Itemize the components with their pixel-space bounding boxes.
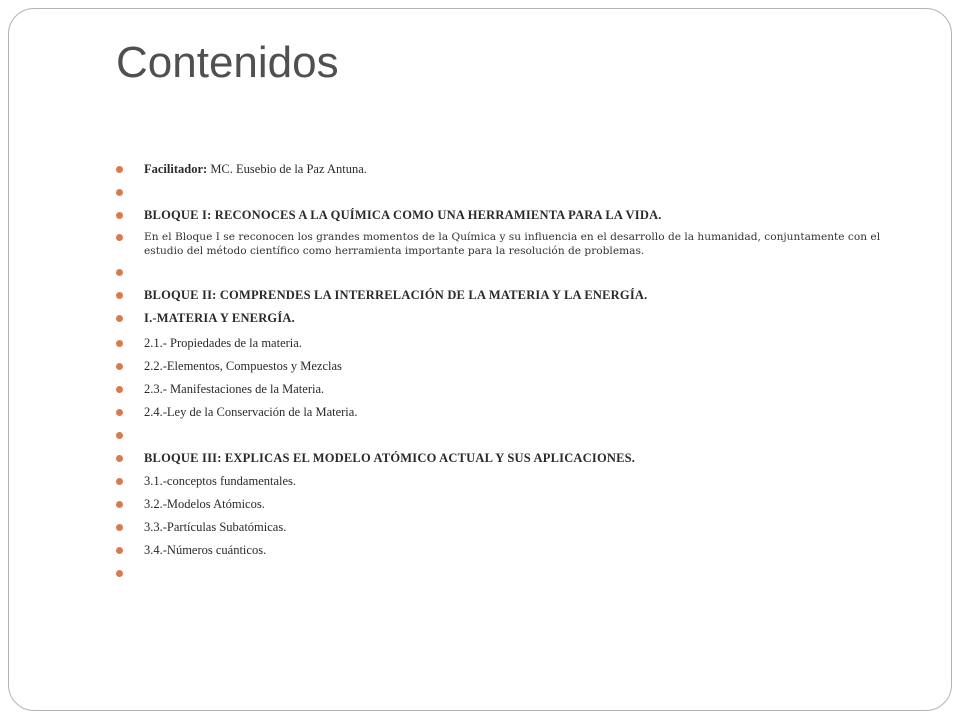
bullet-icon — [116, 292, 123, 299]
list-item-text: 3.2.-Modelos Atómicos. — [144, 497, 265, 511]
list-item — [116, 335, 906, 352]
bullet-icon — [116, 234, 123, 241]
list-item-text: 2.2.-Elementos, Compuestos y Mezclas — [144, 359, 342, 373]
bullet-icon — [116, 524, 123, 531]
bullet-icon — [116, 166, 123, 173]
list-item — [116, 519, 906, 536]
bloque2-heading — [116, 287, 906, 304]
list-item-text: 2.3.- Manifestaciones de la Materia. — [144, 382, 325, 396]
bullet-icon — [116, 386, 123, 393]
bullet-icon — [116, 315, 123, 322]
bullet-icon — [116, 547, 123, 554]
facilitator-label: Facilitador: — [144, 162, 208, 176]
content-list — [116, 161, 906, 582]
list-item-text: 2.4.-Ley de la Conservación de la Materia. — [144, 405, 358, 419]
bloque1-heading-text: BLOQUE I: RECONOCES A LA QUÍMICA COMO UNA HERRAMIENTA PARA LA VIDA. — [144, 208, 662, 222]
list-item-text: 3.3.-Partículas Subatómicas. — [144, 520, 287, 534]
empty-list-item — [116, 427, 906, 444]
bullet-icon — [116, 570, 123, 577]
bullet-icon — [116, 409, 123, 416]
bloque3-heading-text: BLOQUE III: EXPLICAS EL MODELO ATÓMICO ACTUAL Y SUS APLICACIONES. — [144, 451, 636, 465]
bloque2-heading-text: BLOQUE II: COMPRENDES LA INTERRELACIÓN DE LA MATERIA Y LA ENERGÍA. — [144, 288, 648, 302]
bullet-icon — [116, 269, 123, 276]
list-item — [116, 496, 906, 513]
empty-list-item — [116, 184, 906, 201]
list-item — [116, 358, 906, 375]
list-item — [116, 404, 906, 421]
empty-list-item — [116, 565, 906, 582]
bullet-icon — [116, 189, 123, 196]
bloque2-subheading — [116, 310, 906, 327]
facilitator-item — [116, 161, 906, 178]
list-item — [116, 381, 906, 398]
slide — [8, 8, 952, 711]
empty-list-item — [116, 264, 906, 281]
bloque1-heading — [116, 207, 906, 224]
list-item — [116, 542, 906, 559]
slide-title: Contenidos — [116, 38, 339, 87]
list-item-text: 3.4.-Números cuánticos. — [144, 543, 267, 557]
bloque1-description-text: En el Bloque I se reconocen los grandes momentos de la Química y su influencia en el desarrollo de la humanidad, conjuntamente con el estudio del método científico como herramienta importante para la resolución de problemas. — [144, 231, 881, 257]
list-item — [116, 473, 906, 490]
list-item-text: 2.1.- Propiedades de la materia. — [144, 336, 302, 350]
bullet-icon — [116, 455, 123, 462]
bloque2-subheading-text: I.-MATERIA Y ENERGÍA. — [144, 311, 295, 325]
bloque3-heading — [116, 450, 906, 467]
facilitator-value: MC. Eusebio de la Paz Antuna. — [207, 162, 367, 176]
bullet-icon — [116, 340, 123, 347]
bullet-icon — [116, 212, 123, 219]
bloque1-description — [116, 230, 906, 258]
bullet-icon — [116, 478, 123, 485]
bullet-icon — [116, 363, 123, 370]
bullet-icon — [116, 432, 123, 439]
list-item-text: 3.1.-conceptos fundamentales. — [144, 474, 297, 488]
bullet-icon — [116, 501, 123, 508]
